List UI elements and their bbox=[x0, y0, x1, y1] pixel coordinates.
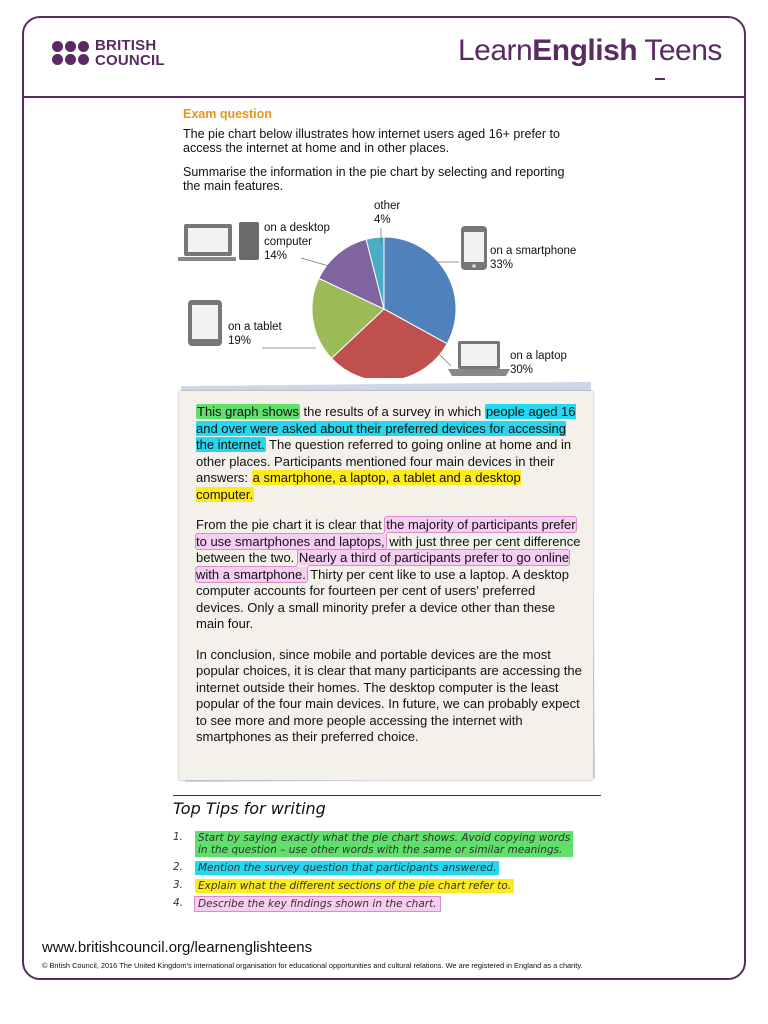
footer-copyright: © British Council, 2016 The United Kingdom's international organisation for educational opportunities and cultural relations. We are registered in England as a charity. bbox=[42, 961, 583, 970]
exam-task bbox=[183, 165, 603, 193]
brand-learn: Learn bbox=[458, 34, 533, 67]
label-smartphone: on a smartphone bbox=[490, 245, 577, 257]
tip-text: Mention the survey question that participants answered. bbox=[195, 861, 499, 875]
brand-english: English bbox=[532, 34, 638, 67]
leader-line-laptop bbox=[436, 351, 451, 366]
exam-task-line2: the main features. bbox=[183, 179, 284, 193]
essay-text: From the pie chart it is clear that bbox=[196, 517, 386, 532]
tip-item-4 bbox=[173, 897, 440, 911]
exam-intro-line1: The pie chart below illustrates how internet users aged 16+ prefer to bbox=[183, 127, 560, 141]
essay-paragraph-1 bbox=[196, 404, 582, 503]
essay-text: Thirty per cent like to use a laptop. A desktop computer accounts for fourteen per cent of users' preferred devices. Only a small minority prefer a device other than these main four. bbox=[196, 566, 569, 631]
brand-teens: Teens bbox=[644, 34, 722, 67]
tip-number: 2. bbox=[173, 861, 184, 873]
tip-number: 3. bbox=[173, 879, 184, 891]
value-tablet: 19% bbox=[228, 335, 252, 347]
highlight-cyan: people aged 16 and over were asked about their preferred devices for accessing the internet. bbox=[196, 404, 576, 452]
essay-paragraph-3: In conclusion, since mobile and portable devices are the most popular choices, it is clear that many participants are accessing the internet outside their homes. The desktop computer is the least popular of the four main devices. In future, we can probably expect to see more and more people accessing the internet with smartphones as their preferred choice. bbox=[196, 646, 582, 744]
value-desktop: 14% bbox=[264, 250, 288, 262]
label-other: other bbox=[374, 200, 401, 212]
tip-text-line2: in the question – use other words with the same or similar meanings. bbox=[198, 844, 563, 856]
essay-text: the results of a survey in which bbox=[299, 404, 485, 419]
highlight-pink: the majority of participants prefer to use smartphones and laptops, bbox=[196, 517, 576, 549]
label-desktop-line1: on a desktop bbox=[264, 222, 330, 234]
exam-intro bbox=[183, 127, 603, 155]
learnenglish-teens-logo bbox=[458, 34, 722, 68]
laptop-icon bbox=[448, 341, 510, 376]
footer-website-link[interactable]: www.britishcouncil.org/learnenglishteens bbox=[42, 939, 313, 956]
desktop-computer-icon bbox=[178, 222, 259, 261]
label-desktop-line2: computer bbox=[264, 236, 312, 248]
label-tablet: on a tablet bbox=[228, 321, 282, 333]
exam-question-title: Exam question bbox=[183, 107, 272, 121]
logo-dash bbox=[655, 78, 665, 80]
tip-number: 1. bbox=[173, 831, 184, 843]
value-laptop: 30% bbox=[510, 364, 534, 376]
essay-text: with just three per cent difference between the two. bbox=[196, 533, 581, 565]
smartphone-icon bbox=[461, 226, 487, 270]
pie-chart bbox=[176, 196, 606, 378]
pie-slices bbox=[312, 237, 456, 378]
value-smartphone: 33% bbox=[490, 259, 514, 271]
tip-item-1 bbox=[173, 831, 573, 857]
tip-text-line1: Start by saying exactly what the pie chart shows. Avoid copying words bbox=[198, 832, 571, 844]
highlight-green: This graph shows bbox=[197, 404, 299, 419]
org-name-line2: COUNCIL bbox=[95, 52, 165, 69]
value-other: 4% bbox=[374, 214, 391, 226]
tip-number: 4. bbox=[173, 897, 184, 909]
tip-item-2 bbox=[173, 861, 499, 875]
highlight-yellow: a smartphone, a laptop, a tablet and a desktop computer. bbox=[196, 470, 521, 502]
org-name-line1: BRITISH bbox=[95, 37, 157, 54]
tips-divider bbox=[173, 795, 601, 796]
exam-intro-line2: access the internet at home and in other places. bbox=[183, 141, 450, 155]
logo-dots-icon bbox=[52, 41, 89, 65]
tip-text bbox=[195, 831, 573, 857]
essay-text: The question referred to going online at home and in other places. Participants mentioned four main devices in their answers: bbox=[196, 437, 572, 485]
tip-text: Describe the key findings shown in the chart. bbox=[195, 897, 440, 911]
label-laptop: on a laptop bbox=[510, 350, 567, 362]
essay-paragraph-2 bbox=[196, 517, 582, 633]
tips-title: Top Tips for writing bbox=[173, 799, 326, 818]
sample-answer-text bbox=[196, 404, 582, 760]
tip-item-3 bbox=[173, 879, 514, 893]
exam-task-line1: Summarise the information in the pie chart by selecting and reporting bbox=[183, 165, 565, 179]
tip-text: Explain what the different sections of the pie chart refer to. bbox=[195, 879, 514, 893]
highlight-pink: Nearly a third of participants prefer to go online with a smartphone. bbox=[196, 550, 570, 582]
british-council-logo bbox=[52, 38, 165, 68]
tablet-icon bbox=[188, 300, 222, 346]
header-divider bbox=[22, 96, 746, 98]
